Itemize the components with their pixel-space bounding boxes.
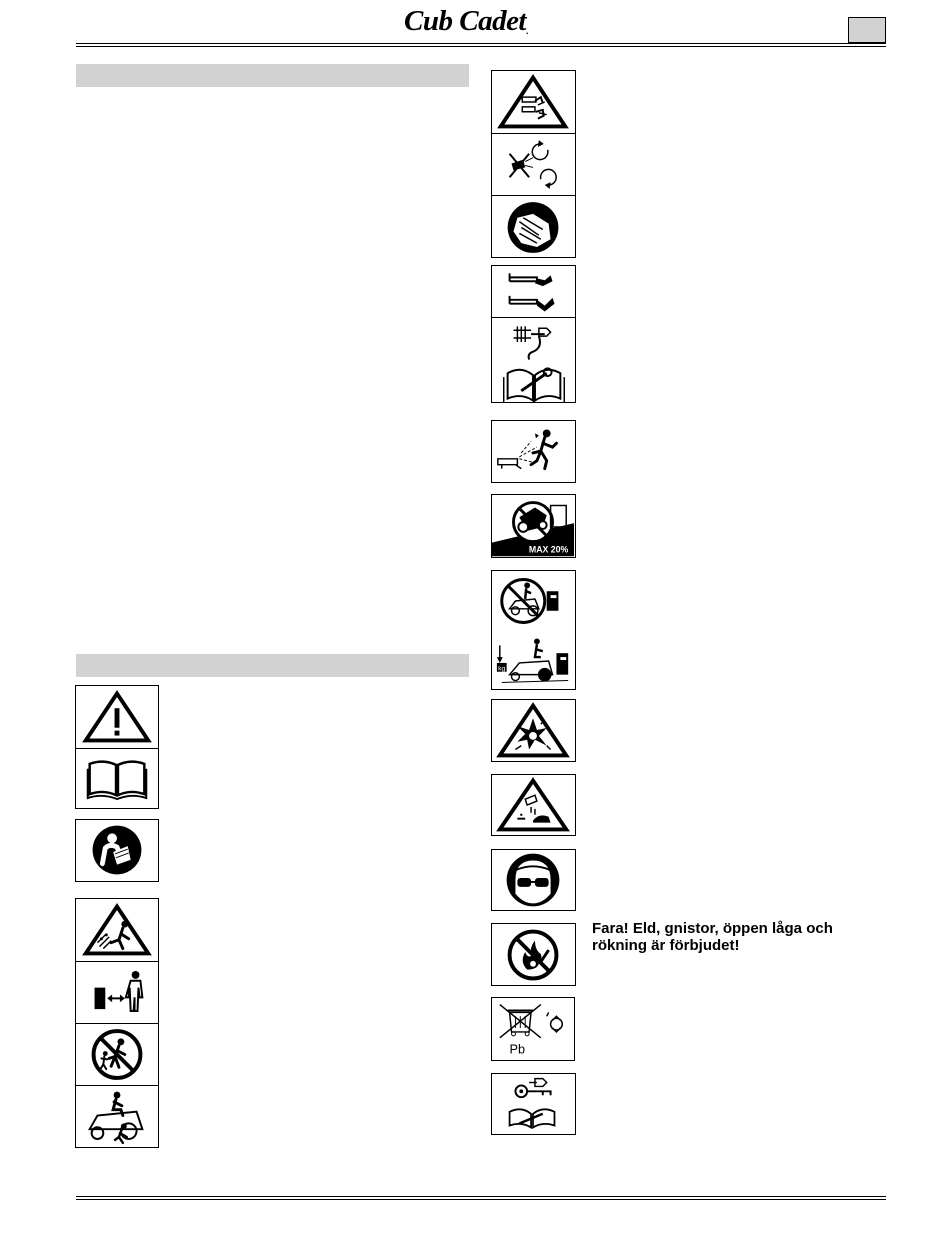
no-passenger-icon: [492, 571, 575, 631]
symbol-group-maintenance: [491, 265, 576, 403]
ejection-hazard-icon: [492, 421, 575, 482]
symbol-group-cutting: [491, 70, 576, 258]
brand-mark: .: [526, 26, 529, 36]
keep-distance-icon: [76, 961, 158, 1023]
maintenance-manual-icon: [492, 317, 575, 403]
language-tab: [848, 17, 886, 43]
symbol-recycling: [491, 997, 575, 1061]
brand-name: Cub Cadet: [404, 5, 526, 37]
load-weight-icon: [492, 631, 575, 690]
symbol-ejection: [491, 420, 576, 483]
symbol-slope: [491, 494, 576, 558]
header-rule-2: [76, 46, 886, 47]
recycling-disposal-icon: [492, 998, 574, 1060]
symbol-group-manual: [75, 685, 159, 809]
symbol-read-manual: [75, 819, 159, 882]
hand-protection-icon: [492, 195, 575, 258]
no-fire-icon: [492, 924, 575, 985]
symbol-group-load: [491, 570, 576, 690]
hand-cut-warning-icon: [492, 71, 575, 133]
symbol-eye-protection: [491, 849, 576, 911]
eye-protection-icon: [492, 850, 575, 910]
explosion-hazard-icon: [492, 700, 575, 761]
footer-rule: [76, 1196, 886, 1197]
no-rotating-blades-icon: [492, 133, 575, 195]
rollover-child-icon: [76, 1085, 158, 1148]
key-manual-icon: [492, 1074, 575, 1134]
section-heading-bar-1: [76, 64, 469, 87]
no-children-icon: [76, 1023, 158, 1085]
symbol-explosion: [491, 699, 576, 762]
symbol-group-bystanders: [75, 898, 159, 1148]
fire-warning-text: Fara! Eld, gnistor, öppen låga och rökning är förbjudet!: [592, 920, 833, 954]
symbol-acid: [491, 774, 576, 836]
acid-burn-icon: [492, 775, 575, 835]
disconnect-plug-icon: [492, 266, 575, 317]
read-manual-icon: [76, 820, 158, 881]
symbol-key-manual: [491, 1073, 576, 1135]
warning-triangle-icon: [76, 686, 158, 748]
footer-rule-2: [76, 1199, 886, 1200]
manual-book-icon: [76, 748, 158, 809]
section-heading-bar-2: [76, 654, 469, 677]
thrown-objects-icon: [76, 899, 158, 961]
brand-logo: [404, 6, 578, 36]
symbol-no-fire: [491, 923, 576, 986]
header-rule: [76, 43, 886, 44]
lead-label: Pb: [509, 1042, 526, 1057]
slope-max-icon: [492, 495, 575, 557]
weight-unit-label: kg: [498, 665, 506, 673]
slope-max-label: MAX 20%: [528, 544, 569, 555]
